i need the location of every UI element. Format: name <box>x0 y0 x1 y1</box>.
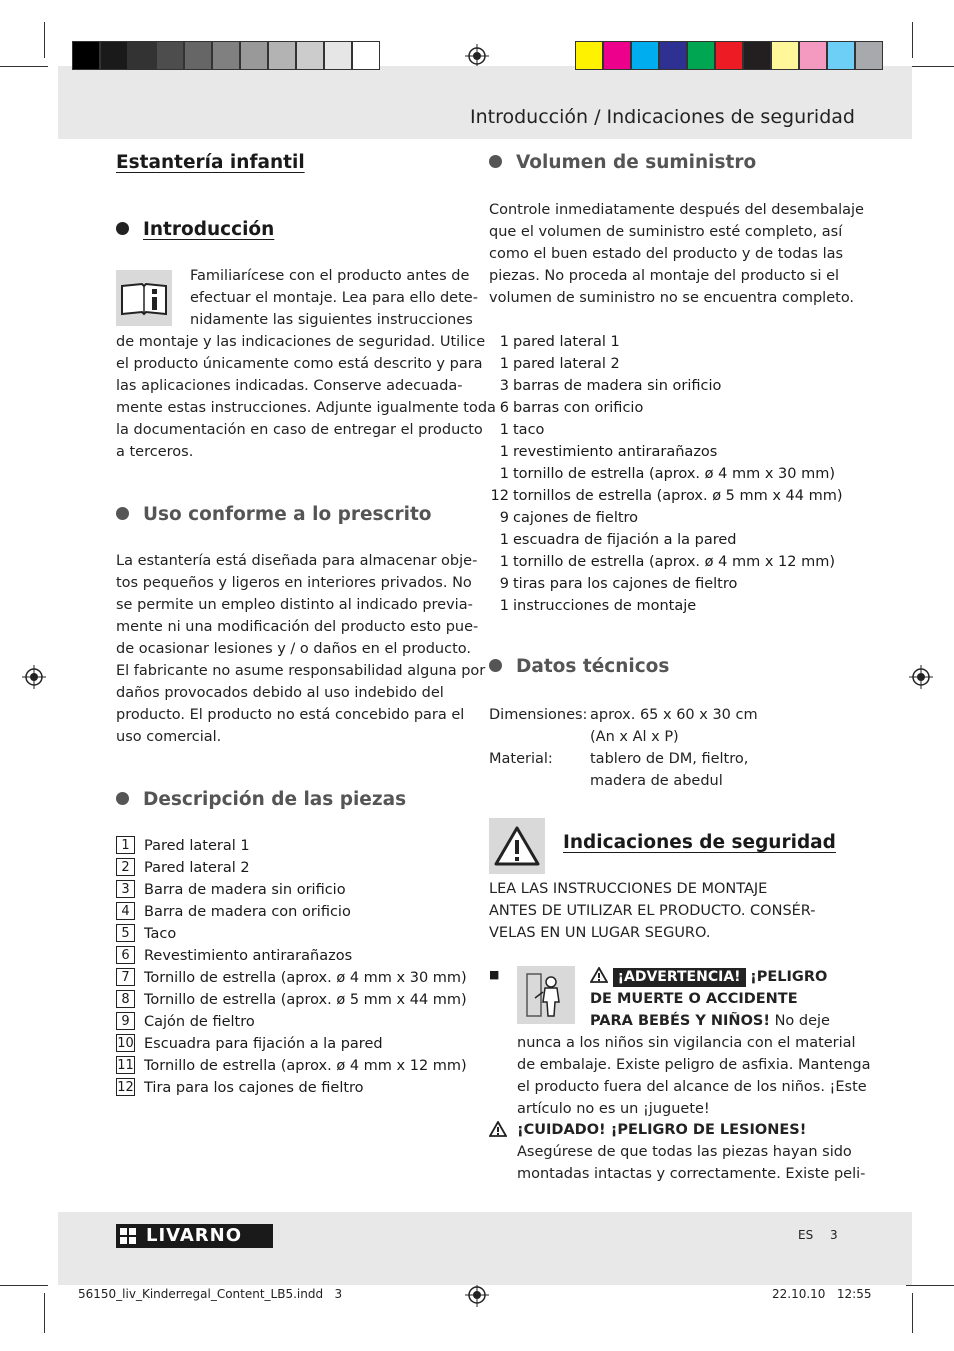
uso-line: mente ni una modificación del producto esto pue- <box>116 619 479 635</box>
intro-line: nidamente las siguientes instrucciones <box>190 312 473 328</box>
crop-mark <box>0 1285 48 1286</box>
caution-line: montadas intactas y correctamente. Existe peli- <box>517 1166 866 1182</box>
part-label: Tira para los cajones de fieltro <box>144 1080 364 1096</box>
part-label: Revestimiento antirarañazos <box>144 948 353 964</box>
color-swatch <box>156 41 184 70</box>
section-heading-seguridad: Indicaciones de seguridad <box>563 832 836 853</box>
color-swatch <box>324 41 352 70</box>
info-book-icon <box>116 270 172 326</box>
footer-band <box>58 1212 912 1285</box>
footer-language: ES <box>798 1228 814 1242</box>
section-heading-datos: Datos técnicos <box>489 656 669 677</box>
uso-line: tos pequeños y ligeros en interiores privados. No <box>116 575 472 591</box>
color-swatch <box>687 41 715 70</box>
part-number-box: 4 <box>116 902 135 920</box>
color-swatch <box>855 41 883 70</box>
registration-mark-icon <box>465 44 489 68</box>
intro-line: las aplicaciones indicadas. Conserve adecuada- <box>116 378 463 394</box>
part-number-box: 2 <box>116 858 135 876</box>
supply-label: tornillo de estrella (aprox. ø 4 mm x 12 mm) <box>513 554 835 570</box>
livarno-mark-icon <box>120 1228 138 1244</box>
spec-material-label: Material: <box>489 751 553 767</box>
supply-qty: 1 <box>499 422 509 438</box>
intro-line: Familiarícese con el producto antes de <box>190 268 470 284</box>
supply-qty: 1 <box>499 532 509 548</box>
volumen-line: piezas. No proceda al montaje del producto si el <box>489 268 840 284</box>
header-band <box>58 66 912 139</box>
registration-mark-icon <box>22 665 46 689</box>
safety-caps-line: ANTES DE UTILIZAR EL PRODUCTO. CONSÉR- <box>489 903 816 919</box>
crop-mark <box>44 1293 45 1333</box>
intro-line: la documentación en caso de entregar el producto <box>116 422 483 438</box>
color-swatch <box>631 41 659 70</box>
crop-mark <box>0 66 48 67</box>
registration-mark-icon <box>465 1283 489 1307</box>
warning-line-3: PARA BEBÉS Y NIÑOS! No deje <box>590 1013 830 1029</box>
color-swatch <box>296 41 324 70</box>
supply-qty: 3 <box>499 378 509 394</box>
part-label: Barra de madera con orificio <box>144 904 351 920</box>
intro-line: a terceros. <box>116 444 194 460</box>
color-swatch <box>743 41 771 70</box>
uso-line: de ocasionar lesiones y / o daños en el producto. <box>116 641 471 657</box>
color-swatch <box>352 41 380 70</box>
supply-qty: 9 <box>499 510 509 526</box>
part-label: Cajón de fieltro <box>144 1014 255 1030</box>
uso-line: se permite un empleo distinto al indicado previa- <box>116 597 473 613</box>
spec-material-value: tablero de DM, fieltro, <box>590 751 749 767</box>
part-number-box: 11 <box>117 1058 134 1073</box>
supply-label: revestimiento antirarañazos <box>513 444 718 460</box>
part-number-box: 12 <box>117 1080 134 1095</box>
bullet-dot-icon <box>489 659 502 672</box>
uso-line: daños provocados debido al uso indebido del <box>116 685 444 701</box>
intro-line: de montaje y las indicaciones de seguridad. Utilice <box>116 334 486 350</box>
spec-dimensions-label: Dimensiones: <box>489 707 588 723</box>
color-swatch <box>659 41 687 70</box>
page-header-title: Introducción / Indicaciones de seguridad <box>470 106 855 128</box>
warning-line: artículo no es un ¡juguete! <box>517 1101 710 1117</box>
crop-mark <box>912 22 913 58</box>
supply-qty: 1 <box>499 334 509 350</box>
bullet-dot-icon <box>116 792 129 805</box>
caution-line: Asegúrese de que todas las piezas hayan sido <box>517 1144 852 1160</box>
supply-qty: 1 <box>499 466 509 482</box>
section-heading-introduccion: Introducción <box>116 219 274 240</box>
color-swatch <box>603 41 631 70</box>
crop-mark <box>912 1293 913 1333</box>
color-swatch <box>184 41 212 70</box>
intro-line: mente estas instrucciones. Adjunte igualmente toda <box>116 400 496 416</box>
volumen-line: volumen de suministro no se encuentra completo. <box>489 290 855 306</box>
caution-small-icon <box>489 1121 507 1137</box>
crop-mark <box>44 22 45 58</box>
part-number-box: 9 <box>116 1012 135 1030</box>
safety-caps-line: LEA LAS INSTRUCCIONES DE MONTAJE <box>489 881 768 897</box>
supply-qty: 1 <box>499 356 509 372</box>
part-number-box: 3 <box>116 880 135 898</box>
spec-dimensions-value: aprox. 65 x 60 x 30 cm <box>590 707 758 723</box>
uso-line: uso comercial. <box>116 729 222 745</box>
child-warning-icon <box>517 966 575 1024</box>
part-label: Tornillo de estrella (aprox. ø 5 mm x 44 mm) <box>144 992 467 1008</box>
supply-label: taco <box>513 422 545 438</box>
uso-line: El fabricante no asume responsabilidad alguna por <box>116 663 486 679</box>
part-label: Taco <box>144 926 177 942</box>
supply-label: pared lateral 2 <box>513 356 620 372</box>
color-swatch <box>128 41 156 70</box>
supply-qty: 1 <box>499 554 509 570</box>
volumen-line: Controle inmediatamente después del desembalaje <box>489 202 864 218</box>
supply-qty: 6 <box>499 400 509 416</box>
color-swatch <box>771 41 799 70</box>
safety-caps-line: VELAS EN UN LUGAR SEGURO. <box>489 925 711 941</box>
brand-logo: LIVARNO <box>116 1224 273 1248</box>
warning-line: de embalaje. Existe peligro de asfixia. Mantenga <box>517 1057 871 1073</box>
warning-bold-2: DE MUERTE O ACCIDENTE <box>590 991 798 1007</box>
volumen-line: como el buen estado del producto y de todas las <box>489 246 844 262</box>
supply-label: escuadra de fijación a la pared <box>513 532 737 548</box>
supply-label: tiras para los cajones de fieltro <box>513 576 738 592</box>
bullet-square-icon: ■ <box>489 968 500 981</box>
color-swatch <box>827 41 855 70</box>
supply-qty: 12 <box>490 488 509 504</box>
spec-material-value-2: madera de abedul <box>590 773 723 789</box>
part-label: Pared lateral 2 <box>144 860 250 876</box>
part-number-box: 1 <box>116 836 135 854</box>
registration-mark-icon <box>909 665 933 689</box>
part-label: Escuadra para fijación a la pared <box>144 1036 383 1052</box>
part-number-box: 8 <box>116 990 135 1008</box>
part-number-box: 5 <box>116 924 135 942</box>
supply-label: pared lateral 1 <box>513 334 620 350</box>
footer-page-number: 3 <box>830 1228 838 1242</box>
supply-label: cajones de fieltro <box>513 510 639 526</box>
color-swatch <box>240 41 268 70</box>
part-label: Pared lateral 1 <box>144 838 250 854</box>
bullet-dot-icon <box>116 222 129 235</box>
warning-triangle-icon <box>489 818 545 874</box>
color-swatch <box>212 41 240 70</box>
supply-label: instrucciones de montaje <box>513 598 697 614</box>
color-swatch <box>575 41 603 70</box>
color-swatch <box>72 41 100 70</box>
warning-line-1 <box>590 966 827 988</box>
warning-badge: ¡ADVERTENCIA! <box>613 968 746 987</box>
crop-mark <box>906 66 954 67</box>
warning-small-icon <box>590 967 608 983</box>
supply-qty: 1 <box>499 444 509 460</box>
color-swatch <box>715 41 743 70</box>
spec-dimensions-note: (An x Al x P) <box>590 729 679 745</box>
intro-line: el producto únicamente como está descrito y para <box>116 356 483 372</box>
bullet-dot-icon <box>116 507 129 520</box>
section-heading-volumen: Volumen de suministro <box>489 152 756 173</box>
product-title: Estantería infantil <box>116 152 305 173</box>
supply-label: tornillo de estrella (aprox. ø 4 mm x 30 mm) <box>513 466 835 482</box>
footer-timestamp: 22.10.10 12:55 <box>772 1287 872 1301</box>
color-swatch <box>100 41 128 70</box>
part-label: Tornillo de estrella (aprox. ø 4 mm x 30 mm) <box>144 970 467 986</box>
section-heading-piezas: Descripción de las piezas <box>116 789 406 810</box>
uso-line: producto. El producto no está concebido para el <box>116 707 465 723</box>
supply-qty: 9 <box>499 576 509 592</box>
supply-label: barras con orificio <box>513 400 644 416</box>
warning-bold-1: ¡PELIGRO <box>750 969 828 985</box>
warning-line: el producto fuera del alcance de los niños. ¡Este <box>517 1079 867 1095</box>
intro-line: efectuar el montaje. Lea para ello dete- <box>190 290 478 306</box>
color-swatch <box>799 41 827 70</box>
uso-line: La estantería está diseñada para almacenar obje- <box>116 553 478 569</box>
crop-mark <box>906 1285 954 1286</box>
section-heading-uso: Uso conforme a lo prescrito <box>116 504 432 525</box>
footer-filename: 56150_liv_Kinderregal_Content_LB5.indd 3 <box>78 1287 343 1301</box>
bullet-dot-icon <box>489 155 502 168</box>
supply-label: barras de madera sin orificio <box>513 378 722 394</box>
supply-label: tornillos de estrella (aprox. ø 5 mm x 44 mm) <box>513 488 843 504</box>
part-number-box: 7 <box>116 968 135 986</box>
volumen-line: que el volumen de suministro esté completo, así <box>489 224 843 240</box>
part-number-box: 6 <box>116 946 135 964</box>
part-label: Barra de madera sin orificio <box>144 882 346 898</box>
caution-heading: ¡CUIDADO! ¡PELIGRO DE LESIONES! <box>517 1122 807 1138</box>
warning-line: nunca a los niños sin vigilancia con el material <box>517 1035 856 1051</box>
part-label: Tornillo de estrella (aprox. ø 4 mm x 12 mm) <box>144 1058 467 1074</box>
part-number-box: 10 <box>117 1036 134 1051</box>
supply-qty: 1 <box>499 598 509 614</box>
color-swatch <box>268 41 296 70</box>
